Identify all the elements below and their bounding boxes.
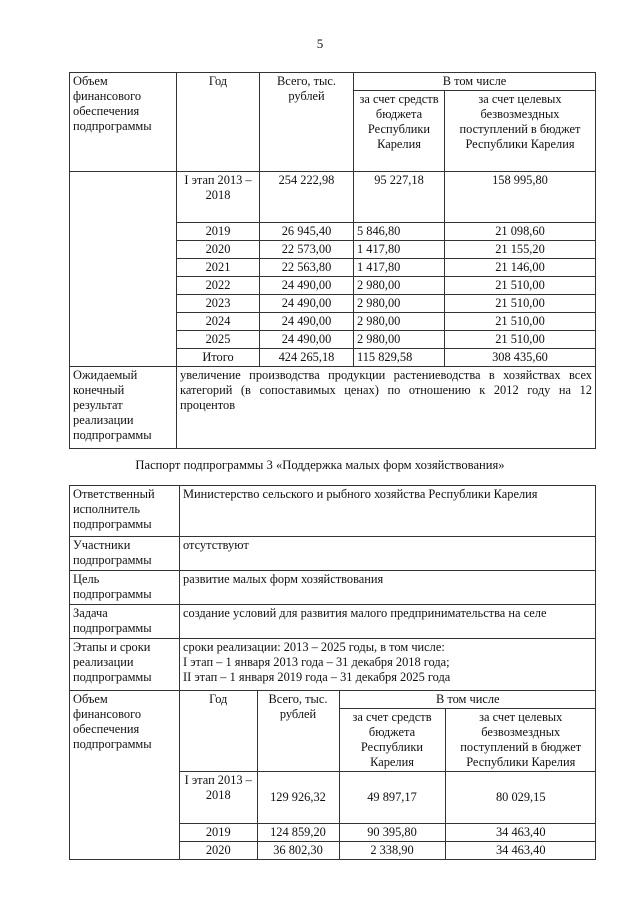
year-cell: 2022: [177, 277, 260, 295]
targeted-cell: 21 510,00: [445, 313, 596, 331]
targeted-cell: 21 146,00: [445, 259, 596, 277]
stages-line: I этап – 1 января 2013 года – 31 декабря 2018 года;: [183, 655, 450, 669]
col-total-header: Всего, тыс. рублей: [260, 73, 354, 172]
row-value: отсутствуют: [180, 537, 596, 571]
total-cell: 22 563,80: [260, 259, 354, 277]
year-cell: 2024: [177, 313, 260, 331]
row-label: Цель подпрограммы: [70, 571, 180, 605]
col-incl-header: В том числе: [339, 691, 596, 709]
col-year-header: Год: [177, 73, 260, 172]
col-targeted-header: за счет целевых безвозмездных поступлений в бюджет Республики Карелия: [445, 709, 596, 772]
table-row: [180, 824, 596, 842]
table-row: [180, 772, 596, 824]
total-cell: 22 573,00: [260, 241, 354, 259]
col-targeted-header: за счет целевых безвозмездных поступлений в бюджет Республики Карелия: [445, 91, 596, 172]
table-row: [70, 172, 596, 223]
budget-cell: 2 338,90: [339, 842, 445, 860]
budget-cell: 2 980,00: [354, 313, 445, 331]
targeted-cell: 21 098,60: [445, 223, 596, 241]
table-row: [70, 639, 596, 691]
table-row: [70, 313, 596, 331]
col-year-header: Год: [180, 691, 257, 772]
passport-table-subprogram-3: [69, 485, 596, 860]
year-cell: 2021: [177, 259, 260, 277]
col-budget-header: за счет средств бюджета Республики Карелия: [354, 91, 445, 172]
row-value: развитие малых форм хозяйствования: [180, 571, 596, 605]
budget-cell: 5 846,80: [354, 223, 445, 241]
col-budget-header: за счет средств бюджета Республики Карелия: [339, 709, 445, 772]
stages-value: [180, 639, 596, 691]
table-row: [70, 691, 596, 860]
year-cell: I этап 2013 – 2018: [177, 172, 260, 223]
targeted-cell: 308 435,60: [445, 349, 596, 367]
row-label: Задача подпрограммы: [70, 605, 180, 639]
year-cell: 2019: [180, 824, 257, 842]
table-row: [70, 537, 596, 571]
targeted-cell: 34 463,40: [445, 824, 596, 842]
stages-line: сроки реализации: 2013 – 2025 годы, в том числе:: [183, 640, 445, 654]
budget-cell: 2 980,00: [354, 277, 445, 295]
finance-label: Объем финансового обеспечения подпрограммы: [70, 73, 177, 172]
table-row: [70, 223, 596, 241]
budget-cell: 49 897,17: [339, 772, 445, 824]
budget-cell: 90 395,80: [339, 824, 445, 842]
total-cell: 254 222,98: [260, 172, 354, 223]
targeted-cell: 158 995,80: [445, 172, 596, 223]
targeted-cell: 34 463,40: [445, 842, 596, 860]
year-cell: 2019: [177, 223, 260, 241]
total-cell: 424 265,18: [260, 349, 354, 367]
total-cell: 24 490,00: [260, 277, 354, 295]
table-row: [70, 295, 596, 313]
targeted-cell: 21 155,20: [445, 241, 596, 259]
year-cell: Итого: [177, 349, 260, 367]
total-cell: 24 490,00: [260, 313, 354, 331]
targeted-cell: 21 510,00: [445, 277, 596, 295]
budget-cell: 115 829,58: [354, 349, 445, 367]
total-cell: 26 945,40: [260, 223, 354, 241]
table-row: [70, 605, 596, 639]
total-cell: 129 926,32: [257, 772, 339, 824]
total-cell: 24 490,00: [260, 331, 354, 349]
row-label: Участники подпрограммы: [70, 537, 180, 571]
row-value: Министерство сельского и рыбного хозяйства Республики Карелия: [180, 486, 596, 537]
page-number: 5: [316, 36, 324, 51]
total-cell: 24 490,00: [260, 295, 354, 313]
col-incl-header: В том числе: [354, 73, 596, 91]
table-row: [180, 842, 596, 860]
targeted-cell: 80 029,15: [445, 772, 596, 824]
table-row: [70, 241, 596, 259]
budget-cell: 2 980,00: [354, 331, 445, 349]
table-row: [70, 277, 596, 295]
table-row: [70, 259, 596, 277]
budget-cell: 2 980,00: [354, 295, 445, 313]
finance-label: Объем финансового обеспечения подпрограммы: [70, 691, 180, 860]
row-label: Ответственный исполнитель подпрограммы: [70, 486, 180, 537]
budget-cell: 95 227,18: [354, 172, 445, 223]
total-cell: 36 802,30: [257, 842, 339, 860]
table-row-total: [70, 349, 596, 367]
col-total-header: Всего, тыс. рублей: [257, 691, 339, 772]
budget-cell: 1 417,80: [354, 259, 445, 277]
year-cell: 2020: [180, 842, 257, 860]
stages-line: II этап – 1 января 2019 года – 31 декабря 2025 года: [183, 670, 451, 684]
year-cell: 2023: [177, 295, 260, 313]
budget-cell: 1 417,80: [354, 241, 445, 259]
targeted-cell: 21 510,00: [445, 295, 596, 313]
year-cell: 2020: [177, 241, 260, 259]
row-value: создание условий для развития малого предпринимательства на селе: [180, 605, 596, 639]
expected-result-text: увеличение производства продукции растениеводства в хозяйствах всех категорий (в сопоставимых ценах) по отношению к 2012 году на 12 процентов: [177, 367, 596, 449]
targeted-cell: 21 510,00: [445, 331, 596, 349]
total-cell: 124 859,20: [257, 824, 339, 842]
table-row: [70, 486, 596, 537]
stages-label: Этапы и сроки реализации подпрограммы: [70, 639, 180, 691]
finance-table-subprogram-2: [69, 72, 596, 449]
year-cell: I этап 2013 – 2018: [180, 772, 257, 824]
table-row: [70, 571, 596, 605]
year-cell: 2025: [177, 331, 260, 349]
finance-subtable: [180, 691, 596, 859]
expected-result-label: Ожидаемый конечный результат реализации подпрограммы: [70, 367, 177, 449]
section-heading: Паспорт подпрограммы 3 «Поддержка малых форм хозяйствования»: [135, 458, 505, 472]
table-row: [70, 331, 596, 349]
